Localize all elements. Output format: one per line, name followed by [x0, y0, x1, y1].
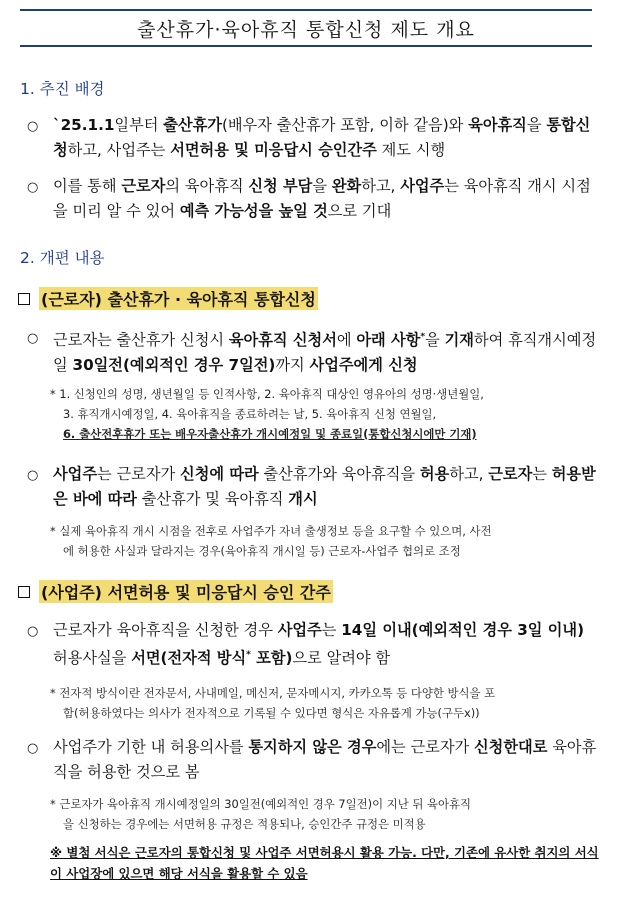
text-run: 는	[532, 465, 552, 483]
emphasis-text: 근로자	[488, 465, 533, 483]
item-text	[53, 618, 599, 671]
emphasis-text: 개시	[288, 490, 318, 508]
emphasis-text: 완화	[331, 177, 362, 195]
bullet-icon: ○	[27, 741, 39, 756]
checkbox-square-icon	[18, 293, 30, 305]
text-run: 허용사실을	[53, 649, 132, 668]
emphasis-text: 기재	[444, 331, 474, 350]
text-run: 까지	[275, 356, 310, 375]
item-text	[53, 325, 599, 378]
text-run: 하고, 사업주는	[67, 141, 171, 159]
emphasis-text: 신청 부담	[248, 177, 313, 195]
emphasis-text: 근로자	[121, 177, 166, 195]
emphasis-text: 사업주	[277, 621, 322, 639]
footnote: * 전자적 방식이란 전자문서, 사내메일, 메신저, 문자메시지, 카카오톡 등 다양한 방식을 포 함(허용하였다는 의사가 전자적으로 기록될 수 있다면 형식은 자유롭게 가능(구두x))	[50, 686, 496, 720]
text-run: 육아휴직을 허용한 것으로 봄	[53, 738, 597, 781]
footnote-mark: *	[246, 650, 251, 660]
text-run: 일부터	[114, 116, 164, 134]
emphasis-text: 허용받은 바에 따라	[53, 465, 596, 508]
footnote-mark: *	[420, 332, 426, 342]
text-run: 근로자가 육아휴직을 신청한 경우	[53, 621, 278, 639]
emphasis-text: 예측 가능성을 높일 것	[179, 202, 328, 220]
text-run: 이를 통해	[53, 177, 122, 195]
text-run: 는 근로자가	[97, 465, 181, 483]
list-item	[27, 735, 599, 785]
bullet-icon: ○	[27, 119, 39, 134]
emphasis-text: 포함)	[250, 649, 293, 668]
bullet-icon: ○	[27, 180, 39, 195]
page-title: 출산휴가·육아휴직 통합신청 제도 개요	[20, 9, 592, 47]
text-run: 에는 근로자가	[376, 738, 475, 756]
emphasis-text: 육아휴직 신청서	[228, 331, 337, 350]
emphasis-text: 육아휴직	[468, 116, 527, 134]
item-text	[53, 735, 599, 785]
text-run: 는 육아휴직 개시 시점을 미리 알 수 있어	[53, 177, 591, 220]
text-run: 을	[312, 177, 332, 195]
text-run: 근로자는 출산휴가 신청시	[53, 331, 229, 350]
text-run: 을	[425, 331, 445, 350]
emphasis-text: 30일전(예외적인 경우 7일전)	[72, 356, 276, 375]
text-run: 는	[321, 621, 342, 639]
text-run: 출산휴가와 육아휴직을	[258, 465, 420, 483]
text-run: 하고,	[449, 465, 489, 483]
text-run: 제도 시행	[376, 141, 446, 159]
text-run: 하여 휴직개시예정일	[53, 331, 597, 375]
emphasis-text: 14일 이내(예외적인 경우 3일 이내)	[341, 621, 585, 639]
emphasis-text: 사업주	[400, 177, 445, 195]
bullet-icon: ○	[27, 468, 39, 483]
emphasis-text: 출산휴가	[163, 116, 222, 134]
emphasis-text: 서면(전자적 방식	[131, 649, 247, 668]
text-run: 출산휴가 및 육아휴직	[136, 490, 289, 508]
list-item	[27, 618, 599, 671]
emphasis-text: 아래 사항	[356, 331, 421, 350]
footnote: * 1. 신청인의 성명, 생년월일 등 인적사항, 2. 육아휴직 대상인 영유아의 성명·생년월일, 3. 휴직개시예정일, 4. 육아휴직을 종료하려는 날, 5. 육아휴직 신청 연월일, 6. 출산전후휴가 또는 배우자출산휴가 개시예정일 및 종료일(통합신청시에만 기재)	[50, 387, 484, 441]
emphasis-text: 통지하지 않은 경우	[248, 738, 377, 756]
list-item	[27, 325, 599, 378]
item-text	[53, 462, 599, 512]
section-heading-background: 1. 추진 배경	[20, 80, 105, 98]
emphasis-text: 서면허용 및 미응답시 승인간주	[170, 141, 377, 159]
item-text	[53, 174, 599, 224]
emphasis-text: 신청한대로	[474, 738, 548, 756]
text-run: 사업주가 기한 내 허용의사를	[53, 738, 249, 756]
list-item	[27, 174, 599, 224]
emphasis-text: 신청에 따라	[180, 465, 259, 483]
bullet-icon: ○	[27, 624, 39, 639]
text-run: 으로 기대	[327, 202, 392, 220]
footnote: * 근로자가 육아휴직 개시예정일의 30일전(예외적인 경우 7일전)이 지난 뒤 육아휴직 을 신청하는 경우에는 서면허용 규정은 적용되나, 승인간주 규정은 미적용	[50, 797, 472, 831]
reference-note: ※ 별첨 서식은 근로자의 통합신청 및 사업주 서면허용시 활용 가능. 다만, 기존에 유사한 취지의 서식이 사업장에 있으면 해당 서식을 활용할 수 있음	[50, 845, 599, 881]
text-run: 으로 알려야 함	[292, 649, 391, 668]
text-run: 에	[336, 331, 357, 350]
emphasis-text: `25.1.1	[53, 116, 115, 134]
checkbox-square-icon	[18, 586, 30, 598]
text-run: (배우자 출산휴가 포함, 이하 같음)와	[221, 116, 469, 134]
emphasis-text: 사업주	[53, 465, 98, 483]
text-run: 의 육아휴직	[165, 177, 249, 195]
text-run: 을	[526, 116, 547, 134]
footnote: * 실제 육아휴직 개시 시점을 전후로 사업주가 자녀 출생정보 등을 요구할 수 있으며, 사전 에 허용한 사실과 달라지는 경우(육아휴직 개시일 등) 근로자-사업주 협의로 조정	[50, 524, 492, 558]
list-item	[27, 113, 599, 163]
emphasis-text: 허용	[419, 465, 450, 483]
subsection-header-worker: (근로자) 출산휴가 · 육아휴직 통합신청	[18, 287, 318, 310]
text-run: 하고,	[361, 177, 401, 195]
list-item	[27, 462, 599, 512]
bullet-icon: ○	[27, 331, 39, 346]
section-heading-changes: 2. 개편 내용	[20, 249, 105, 267]
emphasis-text: 사업주에게 신청	[309, 356, 418, 375]
subsection-header-employer: (사업주) 서면허용 및 미응답시 승인 간주	[18, 580, 333, 603]
emphasis-text: 통합신청	[53, 116, 591, 159]
item-text	[53, 113, 599, 163]
